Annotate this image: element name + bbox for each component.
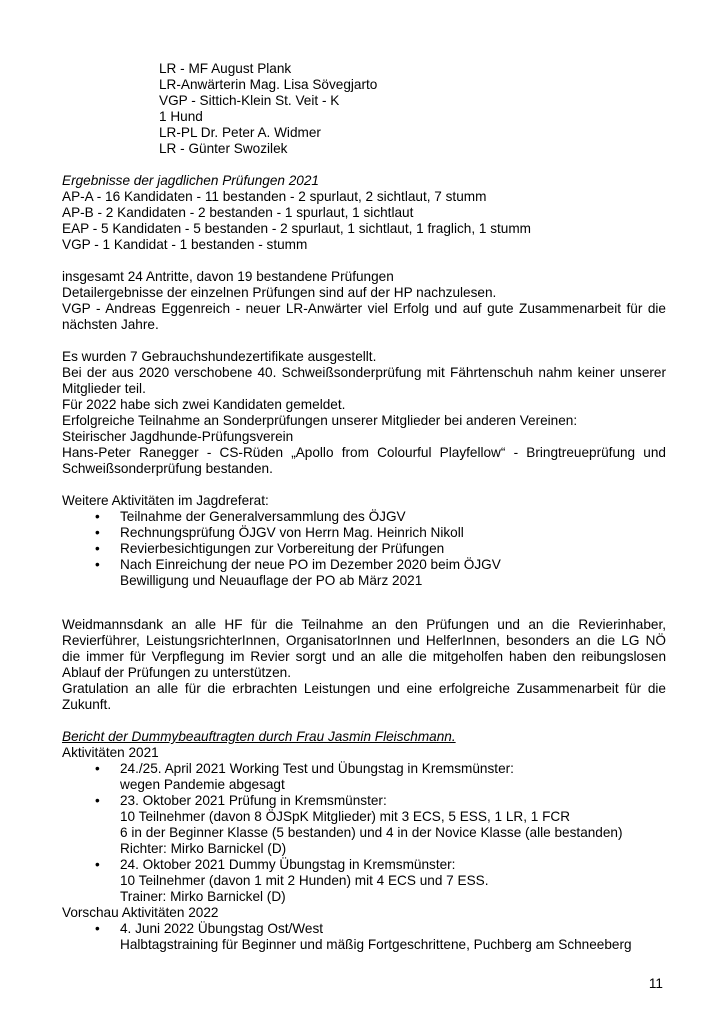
result-line: VGP - 1 Kandidat - 1 bestanden - stumm <box>62 237 308 252</box>
credit-line: LR-Anwärterin Mag. Lisa Sövegjarto <box>159 77 378 92</box>
activity-line: 10 Teilnehmer (davon 8 ÖJSpK Mitglieder) mit 3 ECS, 5 ESS, 1 LR, 1 FCR <box>120 809 571 824</box>
thanks-section <box>62 617 666 713</box>
certificates-section <box>62 349 666 477</box>
activity-bullet-item <box>62 857 666 905</box>
credit-line: 1 Hund <box>159 109 203 124</box>
text-line: Mitglieder teil. <box>62 381 146 396</box>
activity-bullet-item <box>62 921 666 953</box>
jagdreferat-bullet-item <box>62 557 666 589</box>
activity-line: 24./25. April 2021 Working Test und Übungstag in Kremsmünster: <box>120 761 514 776</box>
bullet-icon: • <box>95 857 100 872</box>
summary-line: Detailergebnisse der einzelnen Prüfungen sind auf der HP nachzulesen. <box>62 285 497 300</box>
spacer <box>62 333 666 349</box>
spacer <box>62 157 666 173</box>
activity-line: 10 Teilnehmer (davon 1 mit 2 Hunden) mit 4 ECS und 7 ESS. <box>120 873 489 888</box>
bullet-text: Revierbesichtigungen zur Vorbereitung der Prüfungen <box>120 541 445 556</box>
activity-bullet-item <box>62 761 666 793</box>
credit-line: LR-PL Dr. Peter A. Widmer <box>159 125 321 140</box>
bullet-icon: • <box>95 509 100 524</box>
dummy-report-section <box>62 729 666 953</box>
summary-line: insgesamt 24 Antritte, davon 19 bestandene Prüfungen <box>62 269 394 284</box>
bullet-text: Teilnahme der Generalversammlung des ÖJGV <box>120 509 406 524</box>
activity-line: wegen Pandemie abgesagt <box>120 777 285 792</box>
credits-block <box>159 61 666 157</box>
result-line: AP-A - 16 Kandidaten - 11 bestanden - 2 spurlaut, 2 sichtlaut, 7 stumm <box>62 189 487 204</box>
bullet-icon: • <box>95 921 100 936</box>
page-number: 11 <box>648 976 663 991</box>
thanks-paragraph-line: Revierführer, LeistungsrichterInnen, OrganisatorInnen und HelferInnen, besonders an die LG NÖ <box>62 633 666 648</box>
document-content <box>62 61 666 953</box>
summary-line: nächsten Jahre. <box>62 317 159 332</box>
jagdreferat-bullet-item <box>62 509 666 525</box>
activity-line: Richter: Mirko Barnickel (D) <box>120 841 287 856</box>
activities-2021-heading: Aktivitäten 2021 <box>62 745 159 760</box>
results-heading: Ergebnisse der jagdlichen Prüfungen 2021 <box>62 173 319 188</box>
thanks-paragraph-line: Gratulation an alle für die erbrachten Leistungen und eine erfolgreiche Zusammenarbeit für die <box>62 681 666 696</box>
bullet-icon: • <box>95 525 100 540</box>
jagdreferat-bullet-item <box>62 525 666 541</box>
activity-line: 4. Juni 2022 Übungstag Ost/West <box>120 921 324 936</box>
thanks-paragraph-line: Weidmannsdank an alle HF für die Teilnahme an den Prüfungen und an die Revierinhaber, <box>62 617 666 632</box>
dummy-report-heading: Bericht der Dummybeauftragten durch Frau Jasmin Fleischmann. <box>62 729 456 744</box>
text-line: Erfolgreiche Teilnahme an Sonderprüfungen unserer Mitglieder bei anderen Vereinen: <box>62 413 578 428</box>
thanks-paragraph-line: die immer für Verpflegung im Revier sorgt und an alle die mitgeholfen haben den reibungslosen <box>62 649 666 664</box>
bullet-text-continuation: Bewilligung und Neuauflage der PO ab März 2021 <box>120 573 423 588</box>
summary-line: VGP - Andreas Eggenreich - neuer LR-Anwärter viel Erfolg und auf gute Zusammenarbeit für die <box>62 301 666 316</box>
spacer <box>62 477 666 493</box>
activity-line: 24. Oktober 2021 Dummy Übungstag in Kremsmünster: <box>120 857 456 872</box>
results-section <box>62 173 666 253</box>
spacer <box>62 253 666 269</box>
bullet-text: Rechnungsprüfung ÖJGV von Herrn Mag. Heinrich Nikoll <box>120 525 464 540</box>
outlook-2022-heading: Vorschau Aktivitäten 2022 <box>62 905 219 920</box>
spacer <box>62 713 666 729</box>
text-line: Steirischer Jagdhunde-Prüfungsverein <box>62 429 294 444</box>
text-line: Schweißsonderprüfung bestanden. <box>62 461 273 476</box>
bullet-icon: • <box>95 761 100 776</box>
thanks-paragraph-line: Zukunft. <box>62 697 112 712</box>
bullet-icon: • <box>95 793 100 808</box>
activity-line: 6 in der Beginner Klasse (5 bestanden) und 4 in der Novice Klasse (alle bestanden) <box>120 825 623 840</box>
bullet-text: Nach Einreichung der neue PO im Dezember 2020 beim ÖJGV <box>120 557 501 572</box>
jagdreferat-heading: Weitere Aktivitäten im Jagdreferat: <box>62 493 269 508</box>
thanks-paragraph-line: Ablauf der Prüfungen zu unterstützen. <box>62 665 291 680</box>
bullet-icon: • <box>95 541 100 556</box>
activity-line: Trainer: Mirko Barnickel (D) <box>120 889 286 904</box>
result-line: EAP - 5 Kandidaten - 5 bestanden - 2 spurlaut, 1 sichtlaut, 1 fraglich, 1 stumm <box>62 221 531 236</box>
summary-section <box>62 269 666 333</box>
text-line: Für 2022 habe sich zwei Kandidaten gemeldet. <box>62 397 346 412</box>
activity-line: Halbtagstraining für Beginner und mäßig Fortgeschrittene, Puchberg am Schneeberg <box>120 937 632 952</box>
credit-line: LR - MF August Plank <box>159 61 292 76</box>
text-line: Bei der aus 2020 verschobene 40. Schweißsonderprüfung mit Fährtenschuh nahm keiner unserer <box>62 365 666 380</box>
text-line: Es wurden 7 Gebrauchshundezertifikate ausgestellt. <box>62 349 377 364</box>
spacer <box>62 589 666 617</box>
text-line: Hans-Peter Ranegger - CS-Rüden „Apollo from Colourful Playfellow“ - Bringtreueprüfung und <box>62 445 666 460</box>
credit-line: LR - Günter Swozilek <box>159 141 288 156</box>
credit-line: VGP - Sittich-Klein St. Veit - K <box>159 93 340 108</box>
bullet-icon: • <box>95 557 100 572</box>
activity-line: 23. Oktober 2021 Prüfung in Kremsmünster: <box>120 793 387 808</box>
result-line: AP-B - 2 Kandidaten - 2 bestanden - 1 spurlaut, 1 sichtlaut <box>62 205 414 220</box>
jagdreferat-bullet-item <box>62 541 666 557</box>
activity-bullet-item <box>62 793 666 857</box>
jagdreferat-section <box>62 493 666 589</box>
